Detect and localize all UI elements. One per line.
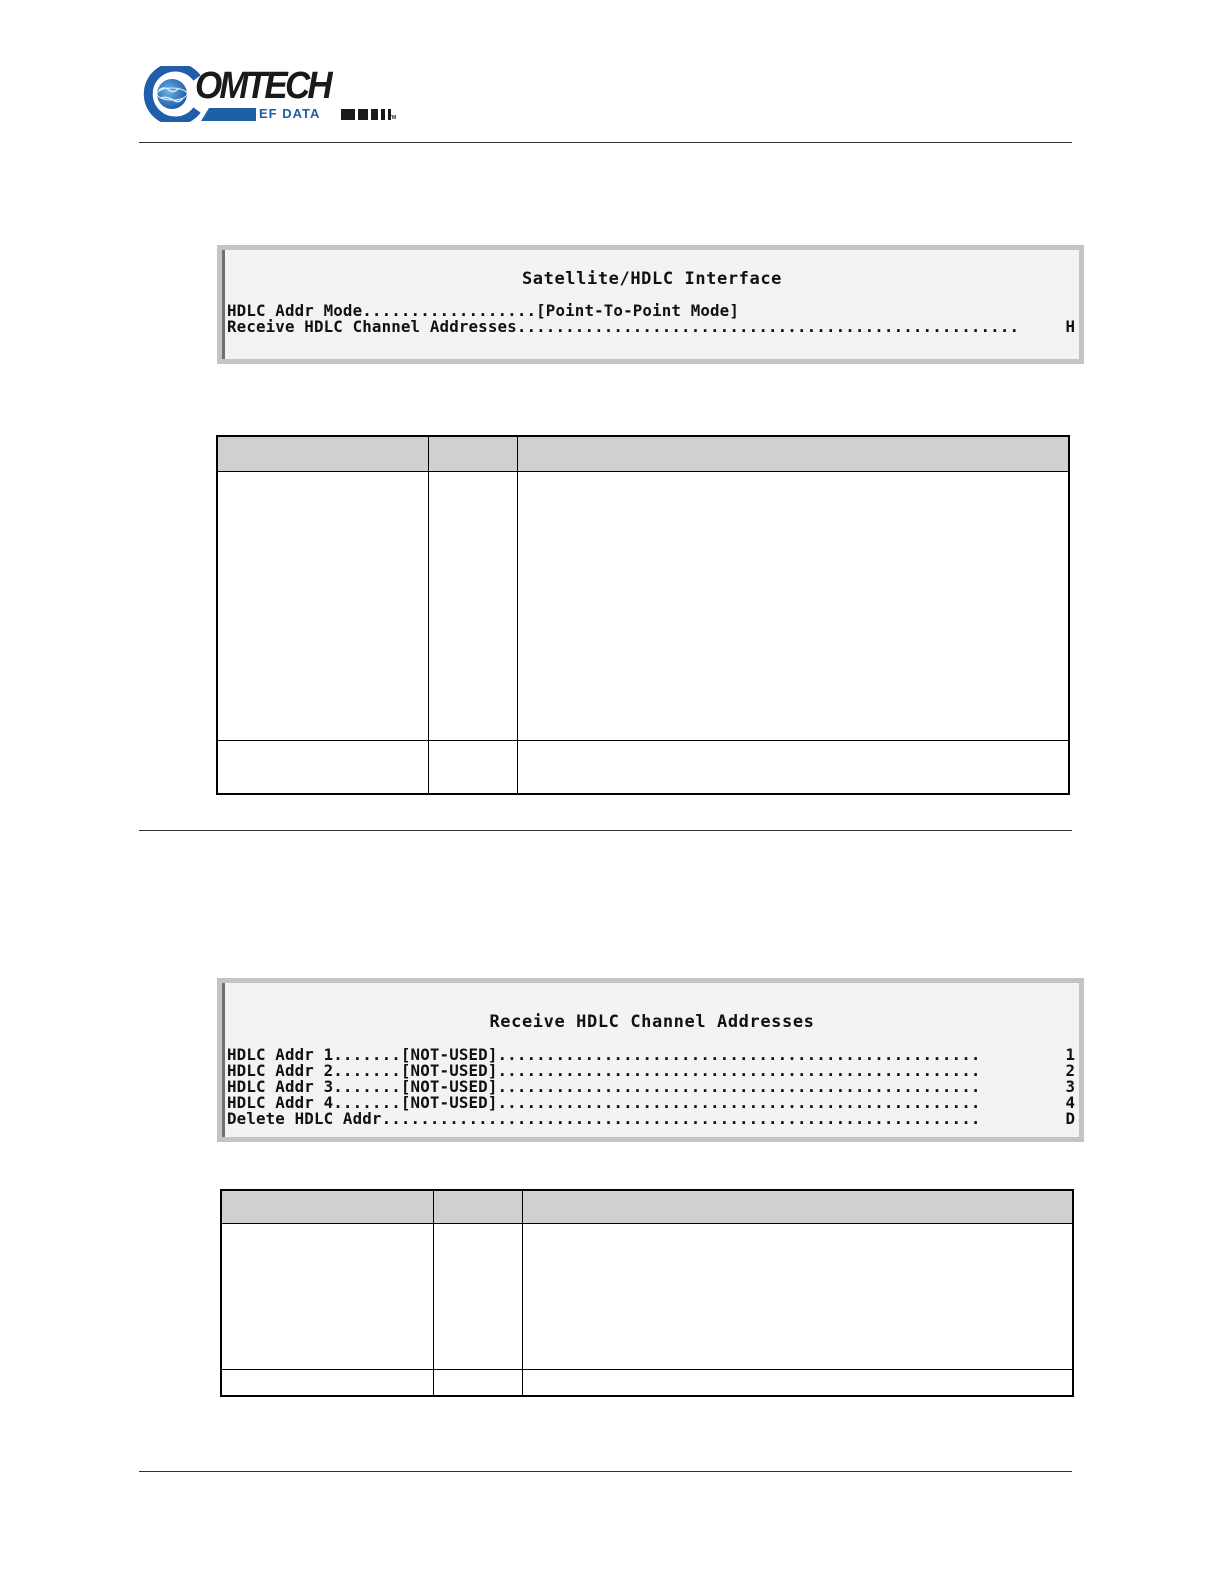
terminal-screen-satellite-hdlc (217, 245, 1084, 364)
menu-line-receive-hdlc-addresses[interactable]: Receive HDLC Channel Addresses.................................................... (227, 317, 1020, 336)
table-row (217, 471, 1069, 740)
table-cell (522, 1223, 1073, 1369)
table-header-cell (517, 436, 1069, 471)
terminal-screen-body (222, 983, 1079, 1137)
table-cell (217, 740, 428, 794)
table-row (217, 740, 1069, 794)
table-row (221, 1223, 1073, 1369)
section-rule (139, 830, 1072, 831)
comtech-logo (143, 64, 403, 126)
menu-line-delete-hdlc-addr[interactable]: Delete HDLC Addr.............................................................. (227, 1109, 981, 1128)
menu-line-hdlc-addr-1[interactable]: HDLC Addr 1.......[NOT-USED].................................................. (227, 1045, 981, 1064)
menu-key-2[interactable]: 2 (1065, 1061, 1075, 1080)
table-cell (221, 1369, 433, 1396)
parameter-table-1 (216, 435, 1070, 795)
table-cell (217, 471, 428, 740)
menu-line-hdlc-addr-3[interactable]: HDLC Addr 3.......[NOT-USED].................................................. (227, 1077, 981, 1096)
table-header-cell (428, 436, 517, 471)
parameter-table-2 (220, 1189, 1074, 1397)
menu-key-d[interactable]: D (1065, 1109, 1075, 1128)
table-cell (433, 1223, 522, 1369)
table-header-row (221, 1190, 1073, 1223)
table-header-cell (217, 436, 428, 471)
table-cell (517, 740, 1069, 794)
menu-line-hdlc-addr-4[interactable]: HDLC Addr 4.......[NOT-USED].................................................. (227, 1093, 981, 1112)
screen-title: Satellite/HDLC Interface (521, 269, 783, 289)
menu-key-receive-hdlc[interactable]: H (1065, 317, 1075, 336)
menu-key-1[interactable]: 1 (1065, 1045, 1075, 1064)
logo-trademark: TM (389, 115, 397, 121)
table-cell (428, 740, 517, 794)
menu-key-4[interactable]: 4 (1065, 1093, 1075, 1112)
table-row (221, 1369, 1073, 1396)
table-cell (517, 471, 1069, 740)
logo-wordmark: OMTECH (195, 65, 330, 107)
logo-subtitle: EF DATA (259, 106, 321, 121)
globe-icon (143, 66, 201, 122)
table-header-cell (221, 1190, 433, 1223)
menu-line-hdlc-addr-mode[interactable]: HDLC Addr Mode..................[Point-To-Point Mode] (227, 301, 740, 320)
table-cell (221, 1223, 433, 1369)
table-cell (522, 1369, 1073, 1396)
menu-line-hdlc-addr-2[interactable]: HDLC Addr 2.......[NOT-USED].................................................. (227, 1061, 981, 1080)
footer-rule (139, 1471, 1072, 1472)
table-header-cell (522, 1190, 1073, 1223)
terminal-screen-body (222, 250, 1079, 359)
table-header-cell (433, 1190, 522, 1223)
table-header-row (217, 436, 1069, 471)
header-rule (139, 142, 1072, 143)
screen-title: Receive HDLC Channel Addresses (489, 1012, 815, 1032)
menu-key-3[interactable]: 3 (1065, 1077, 1075, 1096)
terminal-screen-receive-hdlc (217, 978, 1084, 1142)
table-cell (428, 471, 517, 740)
table-cell (433, 1369, 522, 1396)
